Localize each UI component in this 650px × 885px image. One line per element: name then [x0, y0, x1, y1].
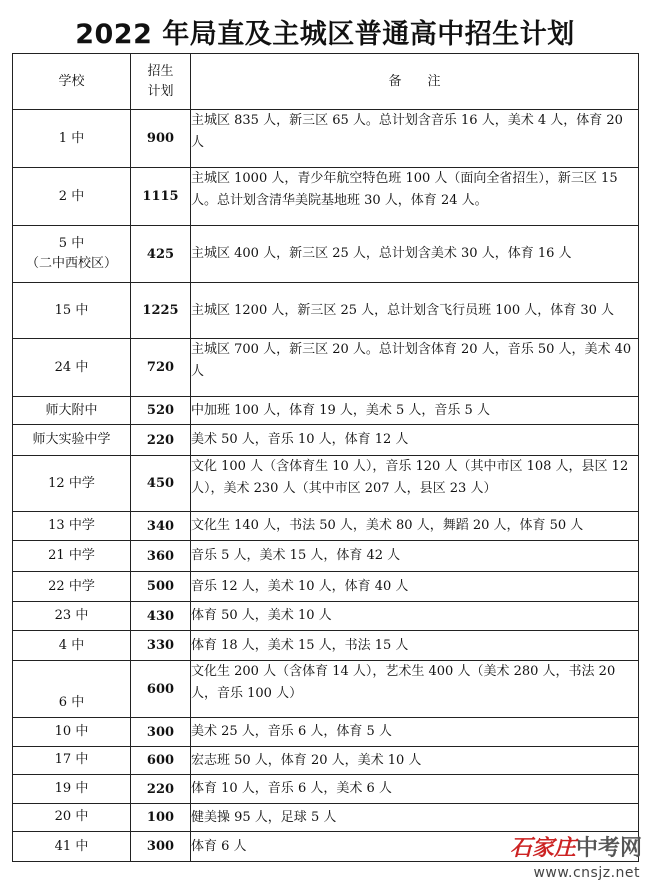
table-row — [13, 572, 639, 602]
note-cell: 体育 50 人，美术 10 人 — [191, 602, 639, 631]
table-row — [13, 283, 639, 339]
site-watermark — [482, 831, 642, 883]
note-cell: 主城区 1000 人，青少年航空特色班 100 人（面向全省招生），新三区 15 人。总计划含清华美院基地班 30 人，体育 24 人。 — [191, 168, 639, 226]
note-cell: 体育 18 人，美术 15 人，书法 15 人 — [191, 631, 639, 661]
plan-cell: 220 — [131, 425, 191, 456]
note-cell: 主城区 1200 人，新三区 25 人，总计划含飞行员班 100 人，体育 30 人 — [191, 283, 639, 339]
school-cell: 19 中 — [13, 775, 131, 804]
table-row — [13, 110, 639, 168]
header-plan-line2: 计划 — [147, 83, 174, 99]
header-plan-line1: 招生 — [147, 63, 174, 79]
plan-cell: 600 — [131, 661, 191, 718]
school-cell: 4 中 — [13, 631, 131, 661]
school-cell: 22 中学 — [13, 572, 131, 602]
school-cell: 20 中 — [13, 804, 131, 832]
plan-cell: 720 — [131, 339, 191, 397]
plan-cell: 220 — [131, 775, 191, 804]
school-cell: 24 中 — [13, 339, 131, 397]
watermark-logo — [510, 831, 642, 862]
plan-cell: 425 — [131, 226, 191, 283]
note-cell: 中加班 100 人，体育 19 人，美术 5 人，音乐 5 人 — [191, 397, 639, 425]
note-cell: 美术 25 人，音乐 6 人，体育 5 人 — [191, 718, 639, 747]
note-cell: 健美操 95 人，足球 5 人 — [191, 804, 639, 832]
plan-cell: 340 — [131, 512, 191, 541]
school-cell: 10 中 — [13, 718, 131, 747]
page-title: 2022 年局直及主城区普通高中招生计划 — [75, 19, 575, 50]
table-row — [13, 631, 639, 661]
school-cell: 师大实验中学 — [13, 425, 131, 456]
table-row — [13, 718, 639, 747]
table-row — [13, 512, 639, 541]
watermark-brand-script: 石家庄 — [509, 835, 576, 861]
school-cell: 师大附中 — [13, 397, 131, 425]
school-cell: 23 中 — [13, 602, 131, 631]
plan-cell: 430 — [131, 602, 191, 631]
header-school: 学校 — [13, 54, 131, 110]
plan-cell: 520 — [131, 397, 191, 425]
enrollment-plan-table — [12, 53, 639, 862]
school-cell: 21 中学 — [13, 541, 131, 572]
note-cell: 音乐 5 人，美术 15 人，体育 42 人 — [191, 541, 639, 572]
table-row — [13, 168, 639, 226]
note-cell: 宏志班 50 人，体育 20 人，美术 10 人 — [191, 747, 639, 775]
school-subname: （二中西校区） — [25, 256, 117, 271]
plan-cell: 330 — [131, 631, 191, 661]
school-cell: 6 中 — [13, 661, 131, 718]
plan-cell: 300 — [131, 718, 191, 747]
note-cell: 文化 100 人（含体育生 10 人），音乐 120 人（其中市区 108 人，县区 12 人），美术 230 人（其中市区 207 人，县区 23 人） — [191, 456, 639, 512]
plan-cell: 100 — [131, 804, 191, 832]
note-cell: 主城区 835 人，新三区 65 人。总计划含音乐 16 人，美术 4 人，体育 20 人 — [191, 110, 639, 168]
school-cell: 41 中 — [13, 832, 131, 862]
note-cell: 文化生 140 人，书法 50 人，美术 80 人，舞蹈 20 人，体育 50 人 — [191, 512, 639, 541]
table-row — [13, 425, 639, 456]
note-cell: 主城区 400 人，新三区 25 人，总计划含美术 30 人，体育 16 人 — [191, 226, 639, 283]
school-cell: 17 中 — [13, 747, 131, 775]
plan-cell: 1225 — [131, 283, 191, 339]
note-cell: 主城区 700 人，新三区 20 人。总计划含体育 20 人，音乐 50 人，美术 40 人 — [191, 339, 639, 397]
plan-cell: 450 — [131, 456, 191, 512]
school-cell: 1 中 — [13, 110, 131, 168]
school-cell: 13 中学 — [13, 512, 131, 541]
table-header-row — [13, 54, 639, 110]
note-cell: 美术 50 人，音乐 10 人，体育 12 人 — [191, 425, 639, 456]
note-cell: 音乐 12 人，美术 10 人，体育 40 人 — [191, 572, 639, 602]
header-note: 备 注 — [191, 54, 639, 110]
table-row — [13, 775, 639, 804]
plan-cell: 360 — [131, 541, 191, 572]
table-row — [13, 226, 639, 283]
school-cell: 2 中 — [13, 168, 131, 226]
plan-cell: 900 — [131, 110, 191, 168]
school-cell: 15 中 — [13, 283, 131, 339]
table-row — [13, 602, 639, 631]
header-plan — [131, 54, 191, 110]
table-row — [13, 456, 639, 512]
note-cell: 文化生 200 人（含体育 14 人），艺术生 400 人（美术 280 人，书法 20 人，音乐 100 人） — [191, 661, 639, 718]
school-cell: 12 中学 — [13, 456, 131, 512]
plan-cell: 1115 — [131, 168, 191, 226]
watermark-url: www.cnsjz.net — [533, 865, 640, 881]
school-name: 5 中 — [58, 236, 85, 251]
school-cell — [13, 226, 131, 283]
watermark-brand-text: 中考网 — [575, 835, 642, 861]
plan-cell: 500 — [131, 572, 191, 602]
table-row — [13, 339, 639, 397]
table-row — [13, 661, 639, 718]
table-row — [13, 747, 639, 775]
plan-cell: 300 — [131, 832, 191, 862]
table-row — [13, 397, 639, 425]
table-row — [13, 804, 639, 832]
plan-cell: 600 — [131, 747, 191, 775]
table-row — [13, 541, 639, 572]
note-cell: 体育 10 人，音乐 6 人，美术 6 人 — [191, 775, 639, 804]
note-cell: 体育 6 人 — [191, 832, 639, 862]
